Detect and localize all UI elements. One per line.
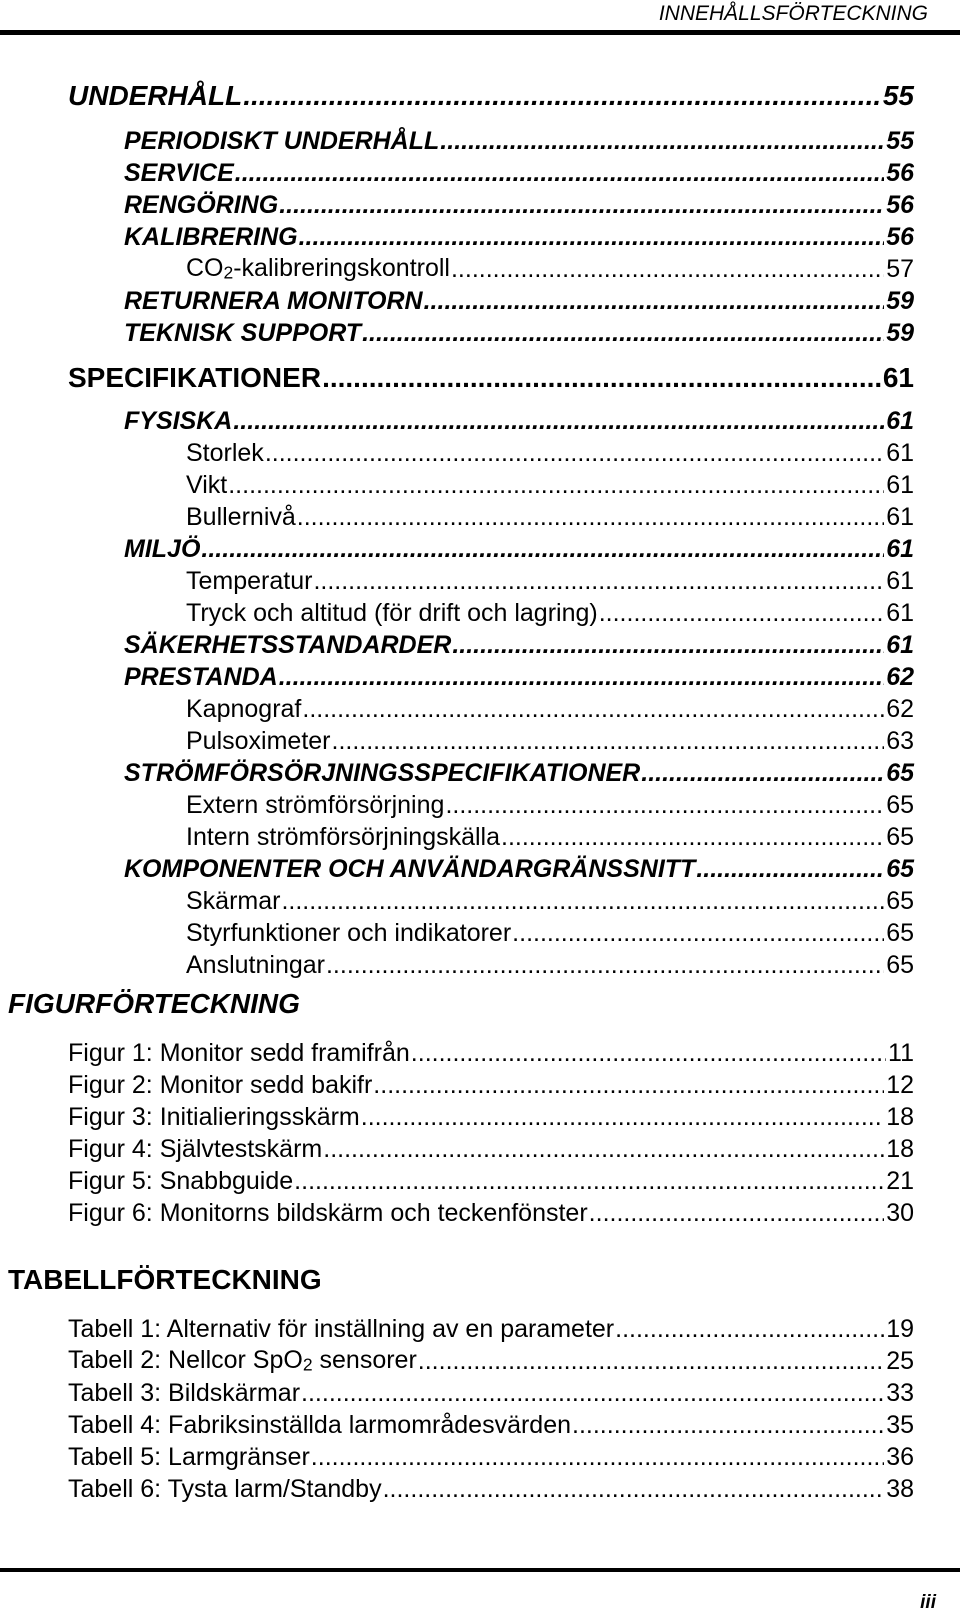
dot-leader xyxy=(326,951,884,980)
toc-page: 65 xyxy=(886,791,914,819)
dot-leader xyxy=(279,663,884,692)
toc-entry-sakerhetsstandarder[interactable] xyxy=(124,628,914,660)
dot-leader xyxy=(383,1475,885,1504)
toc-entry-pulsoximeter[interactable] xyxy=(186,724,914,756)
figure-page: 18 xyxy=(886,1103,914,1131)
toc-entry-co2-kalibreringskontroll[interactable] xyxy=(186,252,914,284)
toc-page: 61 xyxy=(886,471,914,499)
table-label: Tabell 1: Alternativ för inställning av en parameter xyxy=(68,1315,615,1343)
dot-leader xyxy=(301,1379,884,1408)
toc-page: 65 xyxy=(886,823,914,851)
table-label: Tabell 6: Tysta larm/Standby xyxy=(68,1475,382,1503)
toc-entry-extern-stromforsorjning[interactable] xyxy=(186,788,914,820)
table-label: Tabell 3: Bildskärmar xyxy=(68,1379,301,1407)
dot-leader xyxy=(411,1039,886,1068)
toc-entry-skarmar[interactable] xyxy=(186,884,914,916)
toc-page: 61 xyxy=(886,535,914,563)
figure-label: Figur 4: Självtestskärm xyxy=(68,1135,323,1163)
toc-entry-komponenter[interactable] xyxy=(124,852,914,884)
dot-leader xyxy=(452,631,884,660)
table-page: 19 xyxy=(886,1315,914,1343)
toc-label: SPECIFIKATIONER xyxy=(68,362,322,393)
toc-entry-temperatur[interactable] xyxy=(186,564,914,596)
toc-label: RENGÖRING xyxy=(124,191,279,219)
toc-entry-periodiskt-underhall[interactable] xyxy=(124,124,914,156)
toc-page: 65 xyxy=(886,855,914,883)
table-page: 38 xyxy=(886,1475,914,1503)
header-title: INNEHÅLLSFÖRTECKNING xyxy=(658,2,928,25)
toc-label: Temperatur xyxy=(186,567,313,595)
toc-entry-teknisk-support[interactable] xyxy=(124,316,914,348)
toc-page: 63 xyxy=(886,727,914,755)
toc-entry-intern-stromforsorjningskalla[interactable] xyxy=(186,820,914,852)
dot-leader xyxy=(424,287,885,316)
toc-entry-fysiska[interactable] xyxy=(124,404,914,436)
label-part: sensorer xyxy=(312,1346,417,1375)
figure-label: Figur 6: Monitorns bildskärm och teckenfönster xyxy=(68,1199,588,1227)
table-list-heading: TABELLFÖRTECKNING xyxy=(8,1264,322,1295)
toc-label: Bullernivå xyxy=(186,503,296,531)
toc-page: 65 xyxy=(886,951,914,979)
label-part: -kalibreringskontroll xyxy=(233,254,450,283)
dot-leader xyxy=(235,159,884,188)
footer-rule xyxy=(0,1568,960,1572)
toc-page: 56 xyxy=(886,223,914,251)
toc-page: 55 xyxy=(886,127,914,155)
toc-entry-styrfunktioner[interactable] xyxy=(186,916,914,948)
toc-entry-stromforsorjningsspecifikationer[interactable] xyxy=(124,756,914,788)
table-entry-4[interactable] xyxy=(68,1408,914,1440)
toc-page: 61 xyxy=(882,362,914,393)
figure-page: 18 xyxy=(886,1135,914,1163)
figure-entry-6[interactable] xyxy=(68,1196,914,1228)
dot-leader xyxy=(201,535,884,564)
toc-page: 59 xyxy=(886,319,914,347)
dot-leader xyxy=(233,407,884,436)
toc-label: Kapnograf xyxy=(186,695,302,723)
toc-label: KALIBRERING xyxy=(124,223,298,251)
toc-page: 57 xyxy=(886,255,914,283)
table-label: Tabell 4: Fabriksinställda larmområdesvärden xyxy=(68,1411,572,1439)
subscript: 2 xyxy=(302,1355,313,1375)
dot-leader xyxy=(281,887,884,916)
toc-label: Pulsoximeter xyxy=(186,727,331,755)
toc-label: Intern strömförsörjningskälla xyxy=(186,823,501,851)
dot-leader xyxy=(294,1167,884,1196)
toc-label: RETURNERA MONITORN xyxy=(124,287,423,315)
dot-leader xyxy=(361,1103,884,1132)
toc-entry-kapnograf[interactable] xyxy=(186,692,914,724)
figure-page: 11 xyxy=(888,1039,914,1067)
toc-label: FYSISKA xyxy=(124,407,233,435)
toc-page: 61 xyxy=(886,503,914,531)
toc-page: 65 xyxy=(886,887,914,915)
figure-label: Figur 5: Snabbguide xyxy=(68,1167,294,1195)
figure-entry-5[interactable] xyxy=(68,1164,914,1196)
table-entry-1[interactable] xyxy=(68,1312,914,1344)
dot-leader xyxy=(362,319,884,348)
toc-label: Styrfunktioner och indikatorer xyxy=(186,919,512,947)
dot-leader xyxy=(332,727,885,756)
toc-entry-kalibrering[interactable] xyxy=(124,220,914,252)
label-part: CO xyxy=(186,254,224,283)
dot-leader xyxy=(299,223,885,252)
figure-entry-2[interactable] xyxy=(68,1068,914,1100)
dot-leader xyxy=(440,127,884,156)
toc-label: Extern strömförsörjning xyxy=(186,791,445,819)
toc-entry-tryck-och-altitud[interactable] xyxy=(186,596,914,628)
toc-page: 61 xyxy=(886,439,914,467)
toc-label: Anslutningar xyxy=(186,951,325,979)
toc-entry-returnera-monitorn[interactable] xyxy=(124,284,914,316)
figure-page: 12 xyxy=(886,1071,914,1099)
toc-label: Tryck och altitud (för drift och lagring) xyxy=(186,599,598,627)
toc-page: 61 xyxy=(886,407,914,435)
page-number: iii xyxy=(920,1592,936,1613)
figure-entry-3[interactable] xyxy=(68,1100,914,1132)
toc-page: 56 xyxy=(886,191,914,219)
toc-page: 61 xyxy=(886,599,914,627)
figure-label: Figur 2: Monitor sedd bakifr xyxy=(68,1071,373,1099)
dot-leader xyxy=(279,191,884,220)
figure-label: Figur 3: Initialieringsskärm xyxy=(68,1103,360,1131)
dot-leader xyxy=(373,1071,884,1100)
dot-leader xyxy=(418,1347,884,1376)
dot-leader xyxy=(615,1315,884,1344)
toc-entry-bullerniva[interactable] xyxy=(186,500,914,532)
dot-leader xyxy=(311,1443,884,1472)
dot-leader xyxy=(322,362,881,394)
toc-page: 61 xyxy=(886,631,914,659)
toc-entry-vikt[interactable] xyxy=(186,468,914,500)
toc-label: KOMPONENTER OCH ANVÄNDARGRÄNSSNITT xyxy=(124,855,696,883)
toc-page: 61 xyxy=(886,567,914,595)
toc-page: 65 xyxy=(886,919,914,947)
dot-leader xyxy=(302,695,884,724)
toc-label: PRESTANDA xyxy=(124,663,278,691)
toc-page: 65 xyxy=(886,759,914,787)
toc-label: STRÖMFÖRSÖRJNINGSSPECIFIKATIONER xyxy=(124,759,641,787)
toc-entry-service[interactable] xyxy=(124,156,914,188)
toc-label xyxy=(186,254,450,284)
page-header xyxy=(0,0,960,36)
dot-leader xyxy=(641,759,884,788)
table-page: 36 xyxy=(886,1443,914,1471)
dot-leader xyxy=(599,599,884,628)
toc-label: Storlek xyxy=(186,439,264,467)
table-label xyxy=(68,1346,417,1376)
toc-entry-prestanda[interactable] xyxy=(124,660,914,692)
dot-leader xyxy=(696,855,884,884)
toc-label: PERIODISKT UNDERHÅLL xyxy=(124,127,440,155)
toc-entry-storlek[interactable] xyxy=(186,436,914,468)
dot-leader xyxy=(228,471,884,500)
dot-leader xyxy=(589,1199,885,1228)
toc-page: 59 xyxy=(886,287,914,315)
table-entry-6[interactable] xyxy=(68,1472,914,1504)
toc-entry-miljo[interactable] xyxy=(124,532,914,564)
toc-label: Skärmar xyxy=(186,887,281,915)
toc-entry-rengoring[interactable] xyxy=(124,188,914,220)
header-rule xyxy=(0,30,960,35)
dot-leader xyxy=(297,503,884,532)
toc-label: MILJÖ xyxy=(124,535,201,563)
label-part: Tabell 2: Nellcor SpO xyxy=(68,1346,303,1375)
figure-entry-4[interactable] xyxy=(68,1132,914,1164)
dot-leader xyxy=(451,255,884,284)
toc-entry-anslutningar[interactable] xyxy=(186,948,914,980)
figure-entry-1[interactable] xyxy=(68,1036,914,1068)
toc-label: Vikt xyxy=(186,471,228,499)
dot-leader xyxy=(265,439,884,468)
dot-leader xyxy=(512,919,884,948)
table-entry-3[interactable] xyxy=(68,1376,914,1408)
table-page: 25 xyxy=(886,1347,914,1375)
table-entry-5[interactable] xyxy=(68,1440,914,1472)
toc-label: TEKNISK SUPPORT xyxy=(124,319,362,347)
subscript: 2 xyxy=(223,263,234,283)
toc-label: UNDERHÅLL xyxy=(68,80,243,111)
table-page: 33 xyxy=(886,1379,914,1407)
table-entry-2[interactable] xyxy=(68,1344,914,1376)
figure-list-heading: FIGURFÖRTECKNING xyxy=(8,988,300,1019)
toc-entry-specifikationer[interactable] xyxy=(68,362,914,394)
toc-page: 55 xyxy=(882,80,914,111)
dot-leader xyxy=(572,1411,884,1440)
figure-page: 30 xyxy=(886,1199,914,1227)
dot-leader xyxy=(445,791,884,820)
table-label: Tabell 5: Larmgränser xyxy=(68,1443,310,1471)
dot-leader xyxy=(501,823,884,852)
toc-page: 62 xyxy=(886,663,914,691)
table-page: 35 xyxy=(886,1411,914,1439)
dot-leader xyxy=(313,567,884,596)
toc-label: SÄKERHETSSTANDARDER xyxy=(124,631,452,659)
dot-leader xyxy=(243,80,881,112)
toc-label: SERVICE xyxy=(124,159,234,187)
toc-entry-underhall[interactable] xyxy=(68,80,914,112)
figure-label: Figur 1: Monitor sedd framifrån xyxy=(68,1039,410,1067)
dot-leader xyxy=(323,1135,884,1164)
figure-page: 21 xyxy=(886,1167,914,1195)
toc-page: 62 xyxy=(886,695,914,723)
toc-page: 56 xyxy=(886,159,914,187)
